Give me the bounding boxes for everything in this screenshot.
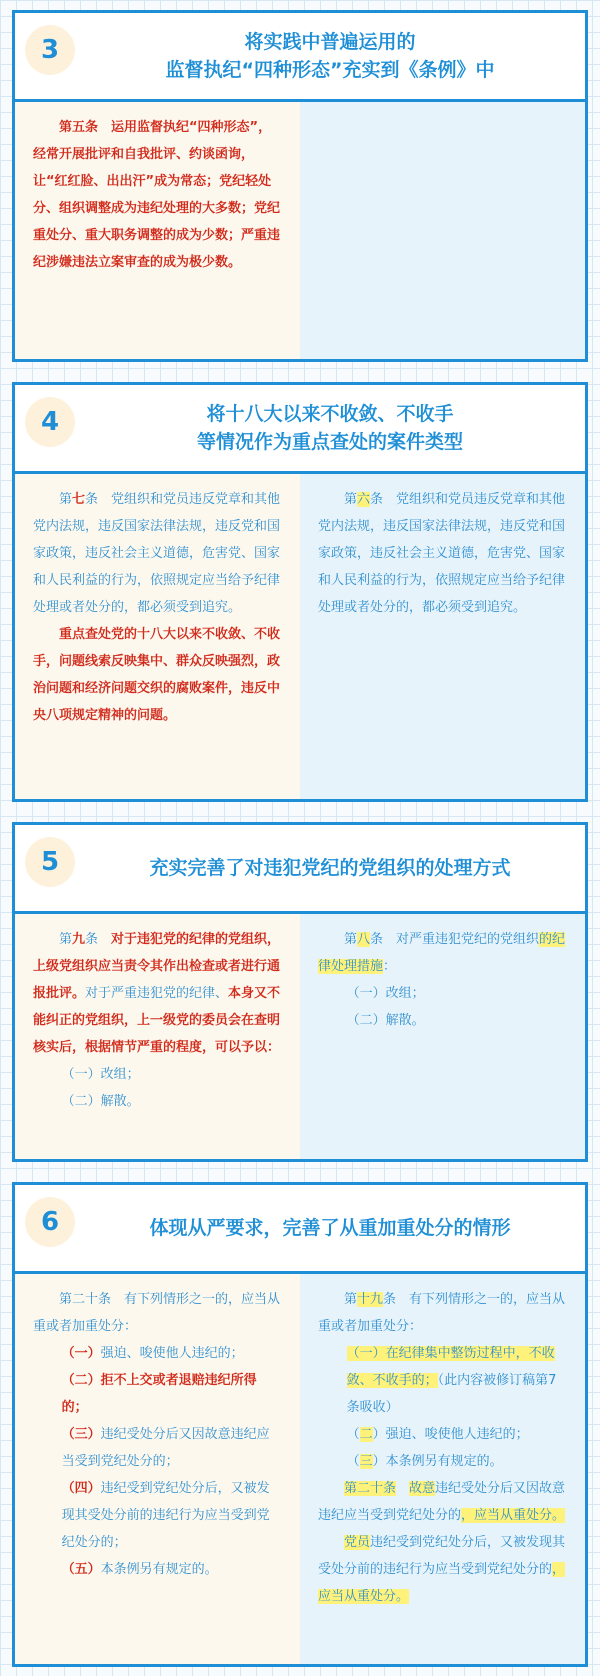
item-text: 本条例另有规定的。 <box>100 1562 218 1577</box>
article-prefix: 第 <box>344 932 358 947</box>
item-marker: （三） <box>61 1427 101 1442</box>
list-item <box>318 1421 567 1448</box>
section-number-badge: 3 <box>25 25 75 75</box>
item-text: ）本条例另有规定的。 <box>372 1454 503 1469</box>
title-line: 体现从严要求，完善了从重加重处分的情形 <box>149 1217 511 1239</box>
title-line: 充实完善了对违犯党纪的党组织的处理方式 <box>149 857 511 879</box>
item-marker: （五） <box>61 1562 101 1577</box>
section-number-badge: 6 <box>25 1197 75 1247</box>
revised-text-column <box>15 1274 300 1664</box>
article-label: 第二十条 <box>344 1481 397 1496</box>
section-header <box>15 1185 585 1274</box>
section-3 <box>12 10 588 362</box>
original-text-column <box>300 102 585 359</box>
section-header <box>15 13 585 102</box>
removed-text: （一）在纪律集中整饬过程中，不收敛、不收手的； <box>346 1346 555 1388</box>
item-marker: （四） <box>61 1481 101 1496</box>
revised-text-column <box>15 914 300 1159</box>
section-5 <box>12 822 588 1162</box>
revised-text-column <box>15 102 300 359</box>
article-text <box>318 1529 567 1610</box>
item-marker: （ <box>346 1454 360 1469</box>
section-header <box>15 825 585 914</box>
section-6 <box>12 1182 588 1667</box>
article-text <box>318 1286 567 1340</box>
article-text <box>318 926 567 980</box>
added-paragraph: 重点查处党的十八大以来不收敛、不收手，问题线索反映集中、群众反映强烈，政治问题和经济问题交织的腐败案件，违反中央八项规定精神的问题。 <box>33 627 281 723</box>
list-item: （二）解散。 <box>61 1094 140 1109</box>
article-prefix: 第 <box>59 932 73 947</box>
list-item <box>318 1340 567 1421</box>
article-number: 十九 <box>357 1292 384 1307</box>
article-text: 第五条 运用监督执纪“四种形态”，经常开展批评和自我批评、约谈函询，让“红红脸、出出汗”成为常态；党纪轻处分、组织调整成为违纪处理的大多数；党纪重处分、重大职务调整的成为少数；严重违纪涉嫌违法立案审查的成为极少数。 <box>33 120 281 270</box>
section-body <box>15 914 585 1159</box>
section-number-badge: 4 <box>25 397 75 447</box>
list-item <box>33 1475 282 1556</box>
list-item <box>33 1421 282 1475</box>
article-body: 条 对严重违犯党纪的党组织 <box>370 932 540 947</box>
added-text: 对于违犯党的纪律的党组织，上级党组织应当责令其作出检查或者进行通报批评。 <box>33 932 281 1001</box>
list-item <box>33 1556 282 1583</box>
article-text: 第二十条 有下列情形之一的，应当从重或者加重处分： <box>33 1292 281 1334</box>
removed-text: 党员 <box>344 1535 371 1550</box>
section-title <box>87 825 573 911</box>
section-title <box>87 1185 573 1271</box>
section-title <box>87 385 573 471</box>
removed-text: 故意 <box>409 1481 436 1496</box>
original-text-column <box>300 1274 585 1664</box>
item-marker: （ <box>346 1427 360 1442</box>
section-header <box>15 385 585 474</box>
removed-text: ，应当从重处分。 <box>461 1508 566 1523</box>
article-body: 条 党组织和党员违反党章和其他党内法规，违反国家法律法规，违反党和国家政策，违反社会主义道德，危害党、国家和人民利益的行为，依照规定应当给予纪律处理或者处分的，都必须受到追究。 <box>33 492 281 615</box>
item-text: 违纪受处分后又因故意违纪应当受到党纪处分的； <box>61 1427 270 1469</box>
title-line: 将十八大以来不收敛、不收手 <box>206 403 454 425</box>
article-body: 条 有下列情形之一的，应当从重或者加重处分： <box>318 1292 566 1334</box>
section-body <box>15 474 585 799</box>
removed-text: 的纪律处理措施 <box>318 932 566 974</box>
article-text <box>318 486 567 621</box>
article-prefix: 第 <box>59 492 73 507</box>
list-item: （二）拒不上交或者退赔违纪所得的； <box>61 1373 257 1415</box>
revised-text-column <box>15 474 300 799</box>
section-body <box>15 1274 585 1664</box>
section-body <box>15 102 585 359</box>
title-line: 等情况作为重点查处的案件类型 <box>196 431 463 453</box>
revision-note: （此内容被修订稿第7条吸收） <box>346 1373 557 1415</box>
removed-text: ，应当从重处分。 <box>318 1562 566 1604</box>
item-text: ）强迫、唆使他人违纪的； <box>372 1427 529 1442</box>
section-title <box>87 13 573 99</box>
item-number: 三 <box>359 1454 373 1469</box>
list-item <box>318 1448 567 1475</box>
list-item: （二）解散。 <box>346 1013 425 1028</box>
article-prefix: 第 <box>344 492 358 507</box>
title-line: 监督执纪“四种形态”充实到《条例》中 <box>165 59 495 81</box>
original-text-column <box>300 474 585 799</box>
article-body: 条 党组织和党员违反党章和其他党内法规，违反国家法律法规，违反党和国家政策，违反社会主义道德，危害党、国家和人民利益的行为，依照规定应当给予纪律处理或者处分的，都必须受到追究。 <box>318 492 566 615</box>
section-number-badge: 5 <box>25 837 75 887</box>
item-text: 违纪受到党纪处分后，又被发现其受处分前的违纪行为应当受到党纪处分的； <box>61 1481 270 1550</box>
article-body: 违纪受处分后又因故意违纪应当受到党纪处分的 <box>318 1481 566 1523</box>
article-number: 六 <box>357 492 371 507</box>
list-item: （一）改组； <box>346 986 425 1001</box>
item-text: 强迫、唆使他人违纪的； <box>100 1346 244 1361</box>
title-line: 将实践中普遍运用的 <box>244 31 416 53</box>
original-text-column <box>300 914 585 1159</box>
item-marker: （一） <box>61 1346 101 1361</box>
article-label: 条 <box>85 932 112 947</box>
article-body: 对于严重违犯党的纪律、 <box>85 986 229 1001</box>
section-4 <box>12 382 588 802</box>
list-item <box>33 1340 282 1367</box>
article-text <box>33 926 282 1061</box>
article-number: 七 <box>72 492 86 507</box>
article-prefix: 第 <box>344 1292 358 1307</box>
article-text <box>33 486 282 621</box>
article-body: ： <box>383 959 397 974</box>
article-number: 八 <box>357 932 371 947</box>
list-item: （一）改组； <box>61 1067 140 1082</box>
added-text: 本身又不能纠正的党组织，上一级党的委员会在查明核实后，根据情节严重的程度，可以予以： <box>33 986 281 1055</box>
item-number: 二 <box>359 1427 373 1442</box>
article-text <box>318 1475 567 1529</box>
article-body: 违纪受到党纪处分后，又被发现其受处分前的违纪行为应当受到党纪处分的 <box>318 1535 566 1577</box>
spacer <box>396 1481 409 1496</box>
article-number: 九 <box>72 932 86 947</box>
